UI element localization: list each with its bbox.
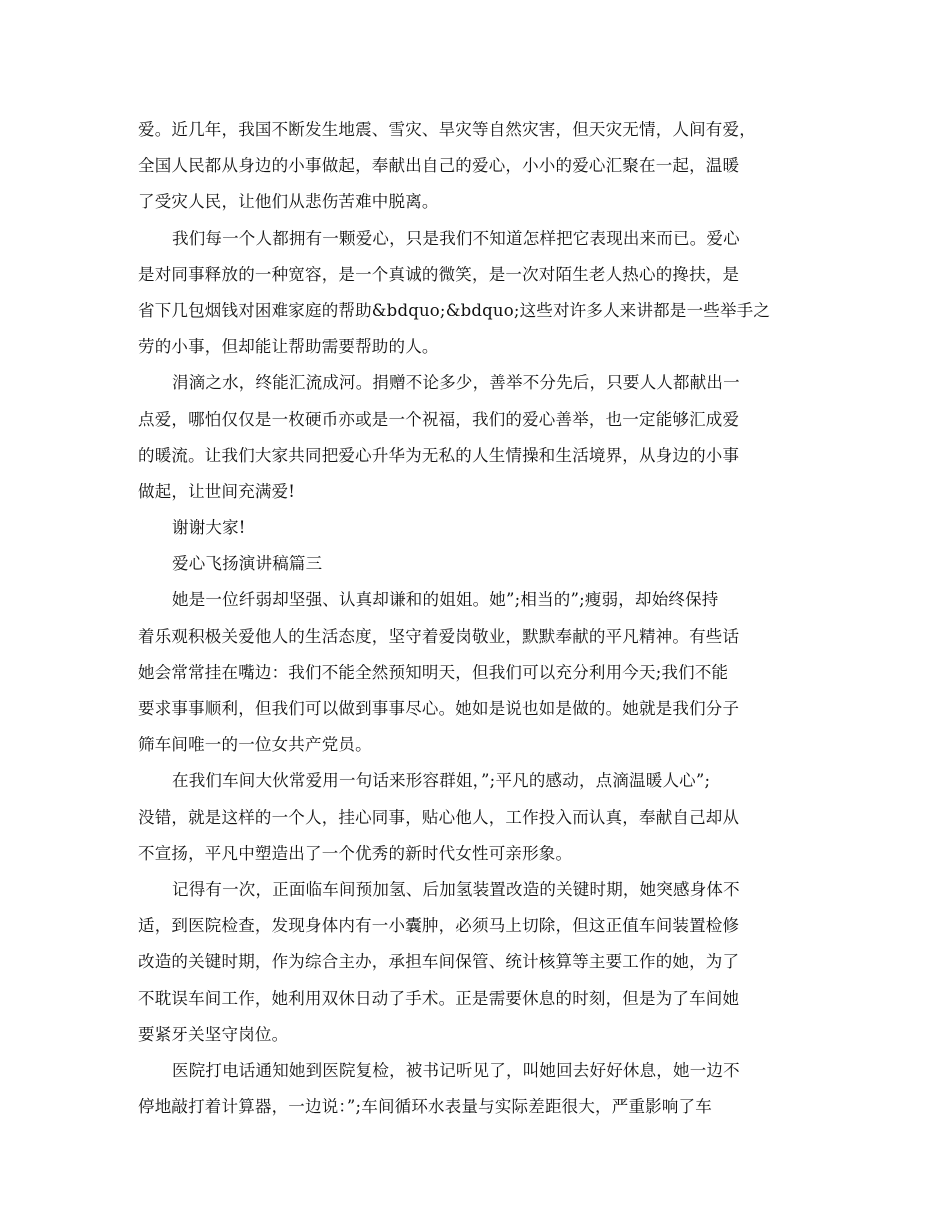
text-line: 记得有一次，正面临车间预加氢、后加氢装置改造的关键时期，她突感身体不 (172, 879, 740, 899)
text-line: 爱心飞扬演讲稿篇三 (172, 554, 323, 574)
text-line: 筛车间唯一的一位女共产党员。 (138, 735, 372, 755)
text-line: 她是一位纤弱却坚强、认真却谦和的姐姐。她”;相当的”;瘦弱，却始终保持 (172, 590, 719, 610)
text-line: 全国人民都从身边的小事做起，奉献出自己的爱心，小小的爱心汇聚在一起，温暖 (138, 156, 740, 176)
text-line: 不耽误车间工作，她利用双休日动了手术。正是需要休息的时刻，但是为了车间她 (138, 988, 740, 1008)
text-line: 改造的关键时期，作为综合主办，承担车间保管、统计核算等主要工作的她，为了 (138, 952, 740, 972)
text-line: 不宣扬，平凡中塑造出了一个优秀的新时代女性可亲形象。 (138, 843, 573, 863)
text-line: 着乐观积极关爱他人的生活态度，坚守着爱岗敬业，默默奉献的平凡精神。有些话 (138, 626, 740, 646)
text-line: 的暖流。让我们大家共同把爱心升华为无私的人生情操和生活境界，从身边的小事 (138, 445, 740, 465)
text-line: 没错，就是这样的一个人，挂心同事，贴心他人，工作投入而认真，奉献自己却从 (138, 807, 740, 827)
text-line: 做起，让世间充满爱! (138, 481, 296, 501)
text-line: 在我们车间大伙常爱用一句话来形容群姐，”;平凡的感动，点滴温暖人心”; (172, 771, 711, 791)
text-line: 我们每一个人都拥有一颗爱心，只是我们不知道怎样把它表现出来而已。爱心 (172, 228, 740, 248)
text-line: 是对同事释放的一种宽容，是一个真诚的微笑，是一次对陌生老人热心的搀扶，是 (138, 264, 740, 284)
text-line: 涓滴之水，终能汇流成河。捐赠不论多少，善举不分先后，只要人人都献出一 (172, 373, 740, 393)
text-line: 谢谢大家! (172, 518, 246, 538)
text-line: 点爱，哪怕仅仅是一枚硬币亦或是一个祝福，我们的爱心善举，也一定能够汇成爱 (138, 409, 740, 429)
text-line: 适，到医院检查，发现身体内有一小囊肿，必须马上切除，但这正值车间装置检修 (138, 916, 740, 936)
text-line: 要紧牙关坚守岗位。 (138, 1024, 289, 1044)
text-line: 爱。近几年，我国不断发生地震、雪灾、旱灾等自然灾害，但天灾无情，人间有爱， (138, 120, 756, 139)
text-line: 她会常常挂在嘴边：我们不能全然预知明天，但我们可以充分利用今天;我们不能 (138, 662, 729, 682)
text-line: 停地敲打着计算器，一边说：”;车间循环水表量与实际差距很大，严重影响了车 (138, 1097, 712, 1117)
text-line: 医院打电话通知她到医院复检，被书记听见了，叫她回去好好休息，她一边不 (172, 1060, 740, 1080)
document-page (138, 112, 828, 1125)
text-line: 劳的小事，但却能让帮助需要帮助的人。 (138, 337, 439, 357)
text-line: 省下几包烟钱对困难家庭的帮助&bdquo;&bdquo;这些对许多人来讲都是一些举手之 (138, 300, 771, 320)
text-line: 要求事事顺利，但我们可以做到事事尽心。她如是说也如是做的。她就是我们分子 (138, 699, 740, 718)
text-line: 了受灾人民，让他们从悲伤苦难中脱离。 (138, 192, 439, 212)
